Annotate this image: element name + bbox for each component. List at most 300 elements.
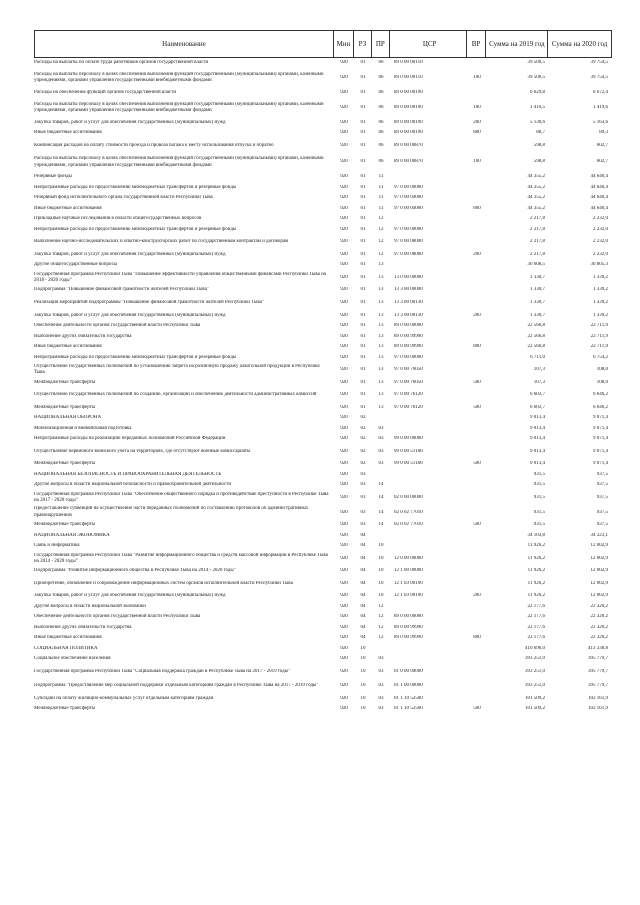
- row-sum-2019: 598,8: [533, 159, 545, 165]
- row-csr: 97 0 00 76120: [394, 392, 423, 398]
- row-sum-2019: 5 130,6: [530, 119, 545, 125]
- row-sum-2020: 1 339,2: [593, 312, 608, 318]
- row-name: Расходы на выплаты персоналу в целях обеспечения выполнения функций государственными (муниципальными) органами, казенными учреждениями, органами управления государственными внебюджетными фондами: [34, 156, 324, 168]
- budget-document: [34, 30, 612, 715]
- row-sum-2019: 2 217,8: [530, 216, 545, 222]
- row-sum-2019: 931,5: [533, 494, 545, 500]
- row-pr: 03: [378, 706, 384, 712]
- table-row: [34, 434, 612, 445]
- table-row: [34, 704, 612, 715]
- row-sum-2020: 395 779,7: [588, 668, 608, 674]
- row-csr: 12 1 00 00000: [394, 568, 423, 574]
- table-row: [34, 541, 612, 552]
- row-min: 920: [340, 205, 348, 211]
- row-rz: 04: [360, 532, 366, 538]
- row-vr: 500: [473, 522, 481, 528]
- row-sum-2020: 108,0: [596, 367, 608, 373]
- row-name: Расходы на выплаты по оплате труда работников органов государственной власти: [34, 60, 209, 66]
- row-csr: 97 0 00 76050: [394, 379, 423, 385]
- row-min: 920: [340, 568, 348, 574]
- row-csr: 01 1 10 52500: [394, 706, 423, 712]
- row-rz: 01: [360, 379, 366, 385]
- table-row: [34, 480, 612, 491]
- row-sum-2020: 2 232,0: [593, 239, 608, 245]
- row-min: 920: [340, 251, 348, 257]
- row-sum-2019: 22 177,6: [527, 614, 545, 620]
- row-min: 920: [340, 614, 348, 620]
- row-sum-2020: 6 754,2: [593, 354, 608, 360]
- row-sum-2019: 1 330,7: [530, 312, 545, 318]
- table-row: [34, 235, 612, 250]
- row-vr: 200: [473, 251, 481, 257]
- row-sum-2020: 2 232,0: [593, 226, 608, 232]
- row-vr: 800: [473, 635, 481, 641]
- row-csr: 89 0 00 99990: [394, 333, 423, 339]
- row-name: Социальное обеспечение населения: [34, 656, 111, 662]
- row-sum-2020: 12 002,9: [590, 543, 608, 549]
- row-vr: 100: [473, 104, 481, 110]
- row-sum-2019: 44 355,2: [527, 174, 545, 180]
- row-sum-2020: 44 640,4: [590, 205, 608, 211]
- row-csr: 97 0 00 08000: [394, 239, 423, 245]
- row-rz: 01: [360, 89, 366, 95]
- row-rz: 01: [360, 354, 366, 360]
- table-row: [34, 128, 612, 139]
- row-vr: 500: [473, 461, 481, 467]
- row-name: Реализация мероприятий подпрограммы "Повышение финансовой грамотности жителей Республики Тыва": [34, 300, 264, 306]
- row-sum-2019: 39 500,5: [527, 60, 545, 66]
- row-rz: 10: [360, 706, 366, 712]
- row-name: Выполнение других обязательств государства: [34, 333, 132, 339]
- row-min: 920: [340, 392, 348, 398]
- row-sum-2020: 44 640,4: [590, 184, 608, 190]
- row-sum-2019: 1 410,5: [530, 104, 545, 110]
- row-name: Межбюджетные трансферты: [34, 461, 96, 467]
- row-name: Осуществление государственных полномочий по созданию, организации и обеспечению деятельности административных комиссий: [34, 392, 317, 398]
- row-pr: 03: [378, 656, 384, 662]
- row-name: Приобретение, обновление и сопровождение информационных систем органов исполнительной власти Республики Тыва: [34, 580, 293, 586]
- row-min: 920: [340, 543, 348, 549]
- table-row: [34, 679, 612, 694]
- row-name: Расходы на обеспечение функций органов государственной власти: [34, 89, 177, 95]
- row-sum-2020: 9 071,4: [593, 415, 608, 421]
- row-rz: 04: [360, 580, 366, 586]
- row-sum-2020: 9 071,4: [593, 436, 608, 442]
- row-rz: 04: [360, 543, 366, 549]
- row-sum-2019: 9 013,4: [530, 448, 545, 454]
- table-row: [34, 225, 612, 236]
- row-pr: 03: [378, 436, 384, 442]
- row-name: Государственная программа Республики Тыва "Обеспечение общественного порядка и противодействие преступности в Республике Тыва на 2017 - 2020 годы": [34, 491, 329, 504]
- row-sum-2019: 6 603,7: [530, 392, 545, 398]
- table-row: [34, 183, 612, 194]
- header-pr: ПР: [372, 31, 390, 57]
- row-min: 920: [340, 482, 348, 488]
- row-sum-2019: 2 217,8: [530, 239, 545, 245]
- row-rz: 01: [360, 60, 366, 66]
- row-min: 920: [340, 461, 348, 467]
- row-sum-2019: 9 013,4: [530, 436, 545, 442]
- row-vr: 500: [473, 706, 481, 712]
- row-min: 920: [340, 603, 348, 609]
- row-name: Межбюджетные трансферты: [34, 404, 96, 410]
- table-row: [34, 214, 612, 225]
- row-min: 920: [340, 287, 348, 293]
- row-min: 920: [340, 300, 348, 306]
- row-name: Резервные фонды: [34, 174, 72, 180]
- row-name: Непрограммные расходы по предоставлению межбюджетных трансфертов и резервные фонды: [34, 226, 237, 232]
- row-rz: 04: [360, 635, 366, 641]
- row-sum-2020: 39 754,5: [590, 60, 608, 66]
- row-pr: 13: [378, 367, 384, 373]
- row-rz: 01: [360, 205, 366, 211]
- row-pr: 13: [378, 300, 384, 306]
- row-sum-2019: 11 926,2: [527, 580, 545, 586]
- row-sum-2020: 6 646,2: [593, 404, 608, 410]
- row-rz: 01: [360, 404, 366, 410]
- table-row: [34, 388, 612, 403]
- row-min: 920: [340, 130, 348, 136]
- row-pr: 10: [378, 568, 384, 574]
- row-csr: 01 1 00 00000: [394, 683, 423, 689]
- row-min: 920: [340, 645, 348, 651]
- row-csr: 89 0 00 00870: [394, 142, 423, 148]
- row-min: 920: [340, 174, 348, 180]
- row-min: 920: [340, 142, 348, 148]
- row-min: 920: [340, 74, 348, 80]
- row-pr: 10: [378, 555, 384, 561]
- row-rz: 01: [360, 312, 366, 318]
- table-row: [34, 204, 612, 215]
- row-sum-2020: 413 338,8: [588, 645, 608, 651]
- row-sum-2019: 11 926,2: [527, 543, 545, 549]
- row-sum-2020: 12 002,9: [590, 555, 608, 561]
- row-min: 920: [340, 532, 348, 538]
- row-sum-2020: 937,5: [596, 482, 608, 488]
- row-min: 920: [340, 425, 348, 431]
- row-sum-2020: 22 320,2: [590, 603, 608, 609]
- row-min: 920: [340, 436, 348, 442]
- row-min: 920: [340, 683, 348, 689]
- row-sum-2020: 22 320,2: [590, 614, 608, 620]
- row-min: 920: [340, 323, 348, 329]
- row-rz: 10: [360, 683, 366, 689]
- row-rz: 02: [360, 436, 366, 442]
- row-sum-2019: 931,5: [533, 509, 545, 515]
- row-pr: 12: [378, 614, 384, 620]
- row-min: 920: [340, 312, 348, 318]
- row-pr: 11: [378, 174, 384, 180]
- table-row: [34, 193, 612, 204]
- table-row: [34, 271, 612, 286]
- table-row: [34, 491, 612, 506]
- row-sum-2019: 410 696,0: [525, 645, 545, 651]
- row-name: Подпрограмма "Развитие информационного общества в Республике Тыва на 2014 - 2020 годы": [34, 568, 236, 574]
- row-min: 920: [340, 354, 348, 360]
- row-min: 920: [340, 195, 348, 201]
- row-min: 920: [340, 404, 348, 410]
- table-row: [34, 424, 612, 435]
- row-csr: 97 0 00 00000: [394, 226, 423, 232]
- row-name: Другие вопросы в области национальной безопасности и правоохранительной деятельности: [34, 482, 232, 488]
- table-row: [34, 654, 612, 665]
- row-sum-2019: 107,3: [533, 367, 545, 373]
- row-name: Межбюджетные трансферты: [34, 706, 96, 712]
- row-rz: 01: [360, 195, 366, 201]
- row-min: 920: [340, 333, 348, 339]
- row-sum-2019: 6 629,8: [530, 89, 545, 95]
- row-csr: 97 0 00 76050: [394, 367, 423, 373]
- row-name: Государственная программа Республики Тыва "Социальная поддержка граждан в Республике Тыва на 2017 - 2019 годы": [34, 668, 291, 674]
- row-rz: 01: [360, 142, 366, 148]
- row-name: НАЦИОНАЛЬНАЯ ОБОРОНА: [34, 415, 102, 421]
- row-pr: 13: [378, 344, 384, 350]
- row-csr: 01 0 00 00000: [394, 668, 423, 674]
- row-csr: 13 0 00 00000: [394, 274, 423, 280]
- row-pr: 13: [378, 354, 384, 360]
- row-vr: 200: [473, 312, 481, 318]
- row-pr: 06: [378, 119, 384, 125]
- row-pr: 14: [378, 482, 384, 488]
- row-name: Межбюджетные трансферты: [34, 522, 96, 528]
- row-vr: 100: [473, 74, 481, 80]
- row-name: Субсидии на оплату жилищно-коммунальных услуг отдельным категориям граждан: [34, 695, 214, 701]
- row-min: 920: [340, 344, 348, 350]
- row-min: 920: [340, 262, 348, 268]
- row-rz: 01: [360, 367, 366, 373]
- table-row: [34, 98, 612, 117]
- row-pr: 03: [378, 683, 384, 689]
- table-row: [34, 285, 612, 296]
- row-sum-2020: 22 711,9: [590, 344, 608, 350]
- row-sum-2019: 22 566,8: [527, 323, 545, 329]
- row-csr: 89 0 00 00190: [394, 89, 423, 95]
- row-sum-2020: 12 002,9: [590, 568, 608, 574]
- table-row: [34, 138, 612, 153]
- row-name: Расходы на выплаты персоналу в целях обеспечения выполнения функций государственными (муниципальными) органами, казенными учреждениями, органами управления государственными внебюджетными фондами: [34, 101, 324, 113]
- table-row: [34, 378, 612, 389]
- row-name: Связь и информатика: [34, 543, 80, 549]
- row-rz: 01: [360, 287, 366, 293]
- row-name: Обеспечение деятельности органов государственной власти Республики Тыва: [34, 323, 201, 329]
- row-csr: 89 0 00 00000: [394, 614, 423, 620]
- table-row: [34, 413, 612, 424]
- row-name: НАЦИОНАЛЬНАЯ ЭКОНОМИКА: [34, 532, 110, 538]
- table-row: [34, 591, 612, 602]
- row-sum-2020: 5 163,6: [593, 119, 608, 125]
- row-sum-2019: 34 103,8: [527, 532, 545, 538]
- row-pr: 06: [378, 74, 384, 80]
- row-csr: 97 0 00 04000: [394, 195, 423, 201]
- row-rz: 03: [360, 494, 366, 500]
- row-csr: 13 3 00 00130: [394, 312, 423, 318]
- row-csr: 89 0 00 99990: [394, 635, 423, 641]
- table-row: [34, 644, 612, 655]
- row-min: 920: [340, 184, 348, 190]
- row-name: Выполнение научно-исследовательских и опытно-конструкторских работ по государственным контрактам и договорам: [34, 239, 289, 245]
- row-rz: 01: [360, 226, 366, 232]
- row-pr: 06: [378, 130, 384, 136]
- row-pr: 13: [378, 392, 384, 398]
- row-rz: 03: [360, 482, 366, 488]
- table-row: [34, 352, 612, 363]
- row-pr: 12: [378, 635, 384, 641]
- row-sum-2020: 395 779,7: [588, 656, 608, 662]
- row-csr: 89 0 00 00870: [394, 159, 423, 165]
- row-csr: 02 0 02 77010: [394, 509, 423, 515]
- row-sum-2020: 1 339,2: [593, 300, 608, 306]
- row-sum-2019: 6 711,0: [530, 354, 545, 360]
- row-pr: 10: [378, 593, 384, 599]
- row-csr: 12 0 00 00000: [394, 555, 423, 561]
- row-rz: 01: [360, 119, 366, 125]
- row-name: Государственная программа Республики Тыва "Развитие информационного общества и средств массовой информации в Республике Тыва на 2014 - 2020 годы": [34, 552, 328, 564]
- row-name: Подпрограмма "Предоставление мер социальной поддержки отдельным категориям граждан в Республике Тыва на 2017 - 2019 годы": [34, 683, 319, 689]
- row-min: 920: [340, 494, 348, 500]
- row-rz: 01: [360, 74, 366, 80]
- row-name: Расходы на выплаты персоналу в целях обеспечения выполнения функций государственными (муниципальными) органами, казенными учреждениями, органами управления государственными внебюджетными фондами: [34, 71, 324, 84]
- row-name: Выполнение других обязательств государства: [34, 624, 132, 630]
- row-sum-2020: 22 320,2: [590, 624, 608, 630]
- row-name: Иные бюджетные ассигнования: [34, 635, 102, 641]
- table-row: [34, 69, 612, 88]
- row-pr: 10: [378, 580, 384, 586]
- row-pr: 06: [378, 159, 384, 165]
- row-name: Компенсация расходов на оплату стоимости проезда и провоза багажа к месту использования отпуска и обратно: [34, 142, 274, 148]
- row-pr: 12: [378, 216, 384, 222]
- table-row: [34, 153, 612, 172]
- row-name: Подпрограмма "Повышение финансовой грамотности жителей Республики Тыва": [34, 287, 209, 293]
- row-rz: 01: [360, 251, 366, 257]
- row-csr: 97 0 00 76120: [394, 404, 423, 410]
- row-sum-2020: 22 320,2: [590, 635, 608, 641]
- row-sum-2020: 30 805,3: [590, 262, 608, 268]
- table-row: [34, 260, 612, 271]
- row-csr: 02 0 00 00000: [394, 494, 423, 500]
- row-rz: 10: [360, 645, 366, 651]
- row-rz: 04: [360, 624, 366, 630]
- table-row: [34, 623, 612, 634]
- row-sum-2019: 931,5: [533, 482, 545, 488]
- row-pr: 12: [378, 624, 384, 630]
- row-csr: 89 0 00 00190: [394, 104, 423, 110]
- row-min: 920: [340, 239, 348, 245]
- row-rz: 01: [360, 392, 366, 398]
- row-pr: 06: [378, 104, 384, 110]
- row-rz: 01: [360, 184, 366, 190]
- row-name: Непрограммные расходы по предоставлению межбюджетных трансфертов и резервные фонды: [34, 354, 237, 360]
- row-pr: 11: [378, 195, 384, 201]
- row-rz: 01: [360, 344, 366, 350]
- row-sum-2020: 89,3: [599, 130, 608, 136]
- row-name: Прикладные научные исследования в области общегосударственных вопросов: [34, 216, 202, 222]
- row-rz: 10: [360, 668, 366, 674]
- row-rz: 01: [360, 130, 366, 136]
- row-sum-2019: 44 355,2: [527, 205, 545, 211]
- table-row: [34, 331, 612, 342]
- row-name: Непрограммные расходы по предоставлению межбюджетных трансфертов и резервные фонды: [34, 184, 237, 190]
- row-pr: 03: [378, 425, 384, 431]
- row-rz: 03: [360, 522, 366, 528]
- row-pr: 03: [378, 461, 384, 467]
- row-sum-2020: 937,5: [596, 494, 608, 500]
- row-min: 920: [340, 415, 348, 421]
- row-sum-2019: 9 013,4: [530, 415, 545, 421]
- row-csr: 97 0 00 08000: [394, 251, 423, 257]
- header-vr: ВР: [467, 31, 487, 57]
- row-sum-2019: 1 330,7: [530, 274, 545, 280]
- table-row: [34, 505, 612, 520]
- row-sum-2019: 2 217,8: [530, 251, 545, 257]
- row-pr: 06: [378, 60, 384, 66]
- row-sum-2020: 937,5: [596, 522, 608, 528]
- table-row: [34, 577, 612, 592]
- row-min: 920: [340, 706, 348, 712]
- table-row: [34, 342, 612, 353]
- row-sum-2020: 108,0: [596, 379, 608, 385]
- row-rz: 04: [360, 555, 366, 561]
- table-row: [34, 296, 612, 311]
- row-min: 920: [340, 580, 348, 586]
- row-vr: 800: [473, 205, 481, 211]
- row-csr: 89 0 00 00190: [394, 130, 423, 136]
- row-name: Предоставление субвенций на осуществление части переданных полномочий по составлению протоколов об административных правонарушениях: [34, 506, 309, 518]
- row-sum-2019: 22 177,6: [527, 635, 545, 641]
- row-vr: 800: [473, 130, 481, 136]
- row-csr: 89 0 00 00110: [394, 60, 423, 66]
- table-row: [34, 530, 612, 541]
- row-vr: 500: [473, 379, 481, 385]
- row-sum-2020: 39 754,5: [590, 74, 608, 80]
- table-row: [34, 566, 612, 577]
- table-row: [34, 612, 612, 623]
- row-sum-2019: 393 251,0: [525, 683, 545, 689]
- row-pr: 03: [378, 695, 384, 701]
- row-pr: 06: [378, 89, 384, 95]
- row-pr: 14: [378, 522, 384, 528]
- row-min: 920: [340, 555, 348, 561]
- row-sum-2019: 1 330,7: [530, 300, 545, 306]
- row-csr: 89 0 00 00000: [394, 323, 423, 329]
- row-rz: 01: [360, 104, 366, 110]
- row-csr: 89 0 00 00110: [394, 74, 423, 80]
- row-pr: 12: [378, 226, 384, 232]
- row-sum-2020: 1 419,6: [593, 104, 608, 110]
- row-name: Осуществление первичного воинского учета на территориях, где отсутствуют военные комиссариаты: [34, 448, 251, 454]
- row-pr: 14: [378, 494, 384, 500]
- row-pr: 13: [378, 379, 384, 385]
- row-min: 920: [340, 624, 348, 630]
- row-rz: 02: [360, 425, 366, 431]
- row-sum-2019: 39 500,5: [527, 74, 545, 80]
- row-name: Иные бюджетные ассигнования: [34, 344, 102, 350]
- row-sum-2020: 102 161,9: [588, 695, 608, 701]
- row-name: Закупка товаров, работ и услуг для обеспечения государственных (муниципальных) нужд: [34, 593, 226, 599]
- row-vr: 200: [473, 119, 481, 125]
- header-rz: РЗ: [354, 31, 372, 57]
- row-sum-2020: 9 071,4: [593, 461, 608, 467]
- row-sum-2019: 9 013,4: [530, 425, 545, 431]
- row-min: 920: [340, 695, 348, 701]
- table-body: [34, 58, 612, 715]
- row-sum-2019: 9 013,4: [530, 461, 545, 467]
- row-csr: 99 0 00 51180: [394, 448, 423, 454]
- row-csr: 12 1 03 00190: [394, 593, 423, 599]
- row-rz: 01: [360, 323, 366, 329]
- row-name: Другие общегосударственные вопросы: [34, 262, 118, 268]
- row-rz: 01: [360, 239, 366, 245]
- row-rz: 02: [360, 448, 366, 454]
